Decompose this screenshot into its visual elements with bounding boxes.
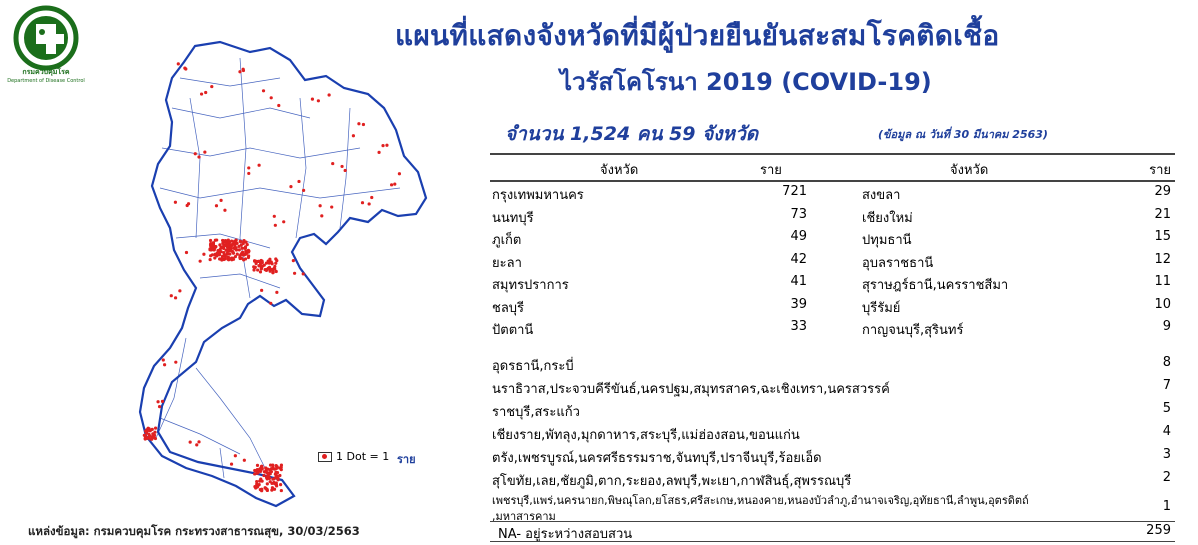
province-name: ปัตตานี xyxy=(492,323,534,338)
case-dot xyxy=(302,189,305,192)
case-dot xyxy=(209,258,212,261)
case-dot xyxy=(311,98,314,101)
group-provinces: ตรัง,เพชรบูรณ์,นครศรีธรรมราช,จันทบุรี,ปราจีนบุรี,ร้อยเอ็ด xyxy=(492,451,822,466)
case-dot xyxy=(276,471,279,474)
group-provinces: นราธิวาส,ประจวบคีรีขันธ์,นครปฐม,สมุทรสาคร,ฉะเชิงเทรา,นครสวรรค์ xyxy=(492,382,890,397)
province-name: ปทุมธานี xyxy=(862,233,912,248)
case-dot xyxy=(233,241,236,244)
case-count: 73 xyxy=(790,206,807,222)
case-dot xyxy=(199,260,202,263)
province-name: นนทบุรี xyxy=(492,210,534,226)
case-dot xyxy=(202,253,205,256)
header-cases-2: ราย xyxy=(1149,163,1171,178)
case-dot xyxy=(224,254,227,257)
case-dot xyxy=(361,201,364,204)
case-dot xyxy=(328,93,331,96)
thailand-map xyxy=(100,38,430,520)
case-dot xyxy=(240,252,243,255)
group-count: 8 xyxy=(1162,355,1171,370)
case-dot xyxy=(256,464,259,467)
case-count: 49 xyxy=(790,229,807,244)
case-dot xyxy=(204,91,207,94)
case-dot xyxy=(197,440,200,443)
case-dot xyxy=(266,471,269,474)
case-dot xyxy=(266,482,269,485)
logo-subtitle: Department of Disease Control xyxy=(7,78,85,84)
case-dot xyxy=(272,271,275,274)
case-dot xyxy=(227,256,230,259)
case-count: 21 xyxy=(1154,206,1171,222)
case-dot xyxy=(393,183,396,186)
table-row xyxy=(490,319,1175,341)
case-dot xyxy=(265,268,268,271)
case-dot xyxy=(331,162,334,165)
case-dot xyxy=(238,70,241,73)
case-dot xyxy=(319,204,322,207)
na-bottom-rule xyxy=(490,541,1175,542)
case-dot xyxy=(154,426,157,429)
case-dot xyxy=(200,92,203,95)
case-dot xyxy=(282,220,285,223)
group-provinces-continued: ,มหาสารคาม xyxy=(492,510,556,523)
case-dot xyxy=(265,468,268,471)
case-dot xyxy=(247,172,250,175)
case-dot xyxy=(243,459,246,462)
case-count: 721 xyxy=(782,184,807,199)
case-dot xyxy=(230,462,233,465)
case-dot xyxy=(203,151,206,154)
na-top-rule xyxy=(490,521,1175,522)
na-count: 259 xyxy=(1146,523,1171,538)
case-dot xyxy=(219,248,222,251)
case-dot xyxy=(255,472,258,475)
case-count: 11 xyxy=(1154,274,1171,289)
case-dot xyxy=(260,465,263,468)
case-dot xyxy=(275,259,278,262)
province-name: กาญจนบุรี,สุรินทร์ xyxy=(862,323,964,338)
province-name: อุบลราชธานี xyxy=(862,255,934,271)
case-dot xyxy=(146,437,149,440)
case-dot xyxy=(145,432,148,435)
case-dot xyxy=(218,243,221,246)
case-dot xyxy=(259,270,262,273)
case-dot xyxy=(370,196,373,199)
case-dot xyxy=(242,69,245,72)
case-dot xyxy=(197,155,200,158)
case-dot xyxy=(340,165,343,168)
group-provinces: ราชบุรี,สระแก้ว xyxy=(492,405,580,420)
case-dot xyxy=(212,248,215,251)
province-name: บุรีรัมย์ xyxy=(862,300,901,316)
case-dot xyxy=(156,400,159,403)
case-dot xyxy=(253,469,256,472)
case-dot xyxy=(269,270,272,273)
case-dot xyxy=(398,172,401,175)
case-dot xyxy=(243,247,246,250)
table-row xyxy=(490,229,1175,251)
group-provinces: สุโขทัย,เลย,ชัยภูมิ,ตาก,ระยอง,ลพบุรี,พะเยา,กาฬสินธุ์,สุพรรณบุรี xyxy=(492,474,852,489)
case-dot xyxy=(273,215,276,218)
header-province-2: จังหวัด xyxy=(950,163,989,178)
case-dot xyxy=(253,266,256,269)
case-dot xyxy=(274,224,277,227)
case-dot xyxy=(275,464,278,467)
case-dot xyxy=(177,62,180,65)
case-dot xyxy=(259,478,262,481)
case-dot xyxy=(262,89,265,92)
case-dot xyxy=(231,250,234,253)
case-dot xyxy=(162,358,165,361)
header-province-1: จังหวัด xyxy=(600,163,639,178)
case-dot xyxy=(194,152,197,155)
table-row xyxy=(490,274,1175,296)
case-dot xyxy=(187,202,190,205)
case-dot xyxy=(368,202,371,205)
group-count: 7 xyxy=(1162,378,1171,393)
case-dot xyxy=(242,258,245,261)
case-dot xyxy=(293,272,296,275)
case-dot xyxy=(214,239,217,242)
case-dot xyxy=(183,67,186,70)
logo-name: กรมควบคุมโรค xyxy=(22,68,70,76)
province-name: สมุทรปราการ xyxy=(492,278,569,293)
case-dot xyxy=(236,253,239,256)
case-count: 15 xyxy=(1154,229,1171,244)
case-dot xyxy=(209,242,212,245)
case-dot xyxy=(260,289,263,292)
case-count: 10 xyxy=(1154,296,1171,312)
case-dot xyxy=(224,244,227,247)
case-dot xyxy=(269,463,272,466)
case-count: 41 xyxy=(790,274,807,289)
case-dot xyxy=(344,169,347,172)
legend-label: 1 Dot = 1 xyxy=(336,450,390,463)
group-provinces: เชียงราย,พัทลุง,มุกดาหาร,สระบุรี,แม่ฮ่องสอน,ขอนแก่น xyxy=(492,428,800,443)
province-name: ชลบุรี xyxy=(492,300,525,316)
province-name: ยะลา xyxy=(492,255,522,271)
case-dot xyxy=(256,268,259,271)
case-dot xyxy=(230,257,233,260)
case-dot xyxy=(238,248,241,251)
case-dot xyxy=(234,246,237,249)
case-dot xyxy=(215,254,218,257)
title-line-2: ไวรัสโคโรนา 2019 (COVID-19) xyxy=(560,68,932,96)
case-dot xyxy=(210,85,213,88)
case-dot xyxy=(260,489,263,492)
case-dot xyxy=(302,272,305,275)
case-dot xyxy=(270,467,273,470)
case-dot xyxy=(258,164,261,167)
case-dot xyxy=(270,470,273,473)
case-dot xyxy=(223,209,226,212)
dot-legend-icon xyxy=(318,452,332,462)
case-dot xyxy=(238,256,241,259)
case-dot xyxy=(224,240,227,243)
case-dot xyxy=(267,259,270,262)
case-dot xyxy=(254,486,257,489)
province-name: ภูเก็ต xyxy=(492,233,522,248)
group-count: 2 xyxy=(1162,470,1171,485)
case-dot xyxy=(151,428,154,431)
case-dot xyxy=(330,205,333,208)
case-dot xyxy=(147,427,150,430)
case-dot xyxy=(352,134,355,137)
province-name: สงขลา xyxy=(862,188,901,203)
case-dot xyxy=(242,240,245,243)
case-dot xyxy=(234,454,237,457)
data-source: แหล่งข้อมูล: กรมควบคุมโรค กระทรวงสาธารณสุข, 30/03/2563 xyxy=(28,524,360,538)
case-dot xyxy=(390,183,393,186)
case-dot xyxy=(271,478,274,481)
case-dot xyxy=(222,251,225,254)
case-count: 9 xyxy=(1162,319,1171,334)
group-count: 5 xyxy=(1162,401,1171,416)
case-dot xyxy=(245,252,248,255)
case-dot xyxy=(209,239,212,242)
case-dot xyxy=(259,470,262,473)
na-label: NA- อยู่ระหว่างสอบสวน xyxy=(498,527,633,542)
case-dot xyxy=(227,238,230,241)
case-dot xyxy=(275,291,278,294)
case-dot xyxy=(257,264,260,267)
case-dot xyxy=(246,243,249,246)
case-dot xyxy=(239,240,242,243)
case-dot xyxy=(289,185,292,188)
case-dot xyxy=(226,249,229,252)
table-top-rule xyxy=(490,153,1175,155)
case-dot xyxy=(272,481,275,484)
province-name: กรุงเทพมหานคร xyxy=(492,188,584,203)
title-line-1: แผนที่แสดงจังหวัดที่มีผู้ป่วยยืนยันสะสมโรคติดเชื้อ xyxy=(395,19,1000,52)
case-dot xyxy=(161,400,164,403)
case-dot xyxy=(273,488,276,491)
province-name: เชียงใหม่ xyxy=(862,210,913,226)
case-dot xyxy=(174,361,177,364)
case-dot xyxy=(292,259,295,262)
case-dot xyxy=(178,289,181,292)
case-dot xyxy=(215,204,218,207)
case-dot xyxy=(260,259,263,262)
group-provinces: เพชรบุรี,แพร่,นครนายก,พิษณุโลก,ยโสธร,ศรีสะเกษ,หนองคาย,หนองบัวลำภู,อำนาจเจริญ,อุทัยธานี,ลำพูน,อุตรดิตถ์ xyxy=(492,494,1029,507)
case-dot xyxy=(269,302,272,305)
legend-unit: ราย xyxy=(397,453,416,466)
case-dot xyxy=(219,199,222,202)
table-row xyxy=(490,207,1175,229)
case-dot xyxy=(278,466,281,469)
case-count: 42 xyxy=(790,251,807,267)
table-row xyxy=(490,184,1175,206)
map-legend xyxy=(318,450,389,463)
case-dot xyxy=(220,258,223,261)
cases-table xyxy=(490,153,1175,543)
case-dot xyxy=(189,441,192,444)
case-dot xyxy=(266,489,269,492)
case-dot xyxy=(278,474,281,477)
group-count: 4 xyxy=(1162,424,1171,439)
case-dot xyxy=(270,96,273,99)
case-dot xyxy=(260,267,263,270)
header-cases-1: ราย xyxy=(760,163,782,178)
case-dot xyxy=(153,434,156,437)
case-count: 33 xyxy=(790,319,807,334)
case-dot xyxy=(320,214,323,217)
group-count: 3 xyxy=(1162,447,1171,462)
case-dot xyxy=(229,243,232,246)
case-dot xyxy=(174,201,177,204)
table-row xyxy=(490,297,1175,319)
case-dot xyxy=(209,254,212,257)
case-dot xyxy=(268,476,271,479)
case-dot xyxy=(377,151,380,154)
case-dot xyxy=(237,245,240,248)
case-dot xyxy=(277,104,280,107)
case-dot xyxy=(185,251,188,254)
case-count: 29 xyxy=(1154,184,1171,199)
case-dot xyxy=(362,123,365,126)
case-dot xyxy=(317,99,320,102)
province-name: สุราษฎร์ธานี,นครราชสีมา xyxy=(862,278,1009,293)
case-dot xyxy=(273,267,276,270)
case-dot xyxy=(174,296,177,299)
group-count: 1 xyxy=(1162,499,1171,514)
case-dot xyxy=(262,474,265,477)
group-provinces: อุดรธานี,กระบี่ xyxy=(492,359,574,374)
case-dot xyxy=(163,363,166,366)
case-dot xyxy=(195,443,198,446)
case-dot xyxy=(357,122,360,125)
table-row xyxy=(490,252,1175,274)
case-dot xyxy=(253,259,256,262)
case-dot xyxy=(218,253,221,256)
case-dot xyxy=(170,294,173,297)
case-dot xyxy=(279,483,282,486)
case-dot xyxy=(280,489,283,492)
case-dot xyxy=(150,438,153,441)
case-dot xyxy=(381,144,384,147)
case-dot xyxy=(385,144,388,147)
table-header-rule xyxy=(490,180,1175,182)
case-dot xyxy=(247,166,250,169)
case-dot xyxy=(158,405,161,408)
case-count: 39 xyxy=(790,296,807,312)
case-dot xyxy=(297,180,300,183)
case-dot xyxy=(247,254,250,257)
case-count: 12 xyxy=(1154,251,1171,267)
summary-total: จำนวน 1,524 คน 59 จังหวัด xyxy=(505,123,759,145)
data-as-of: (ข้อมูล ณ วันที่ 30 มีนาคม 2563) xyxy=(878,128,1048,141)
